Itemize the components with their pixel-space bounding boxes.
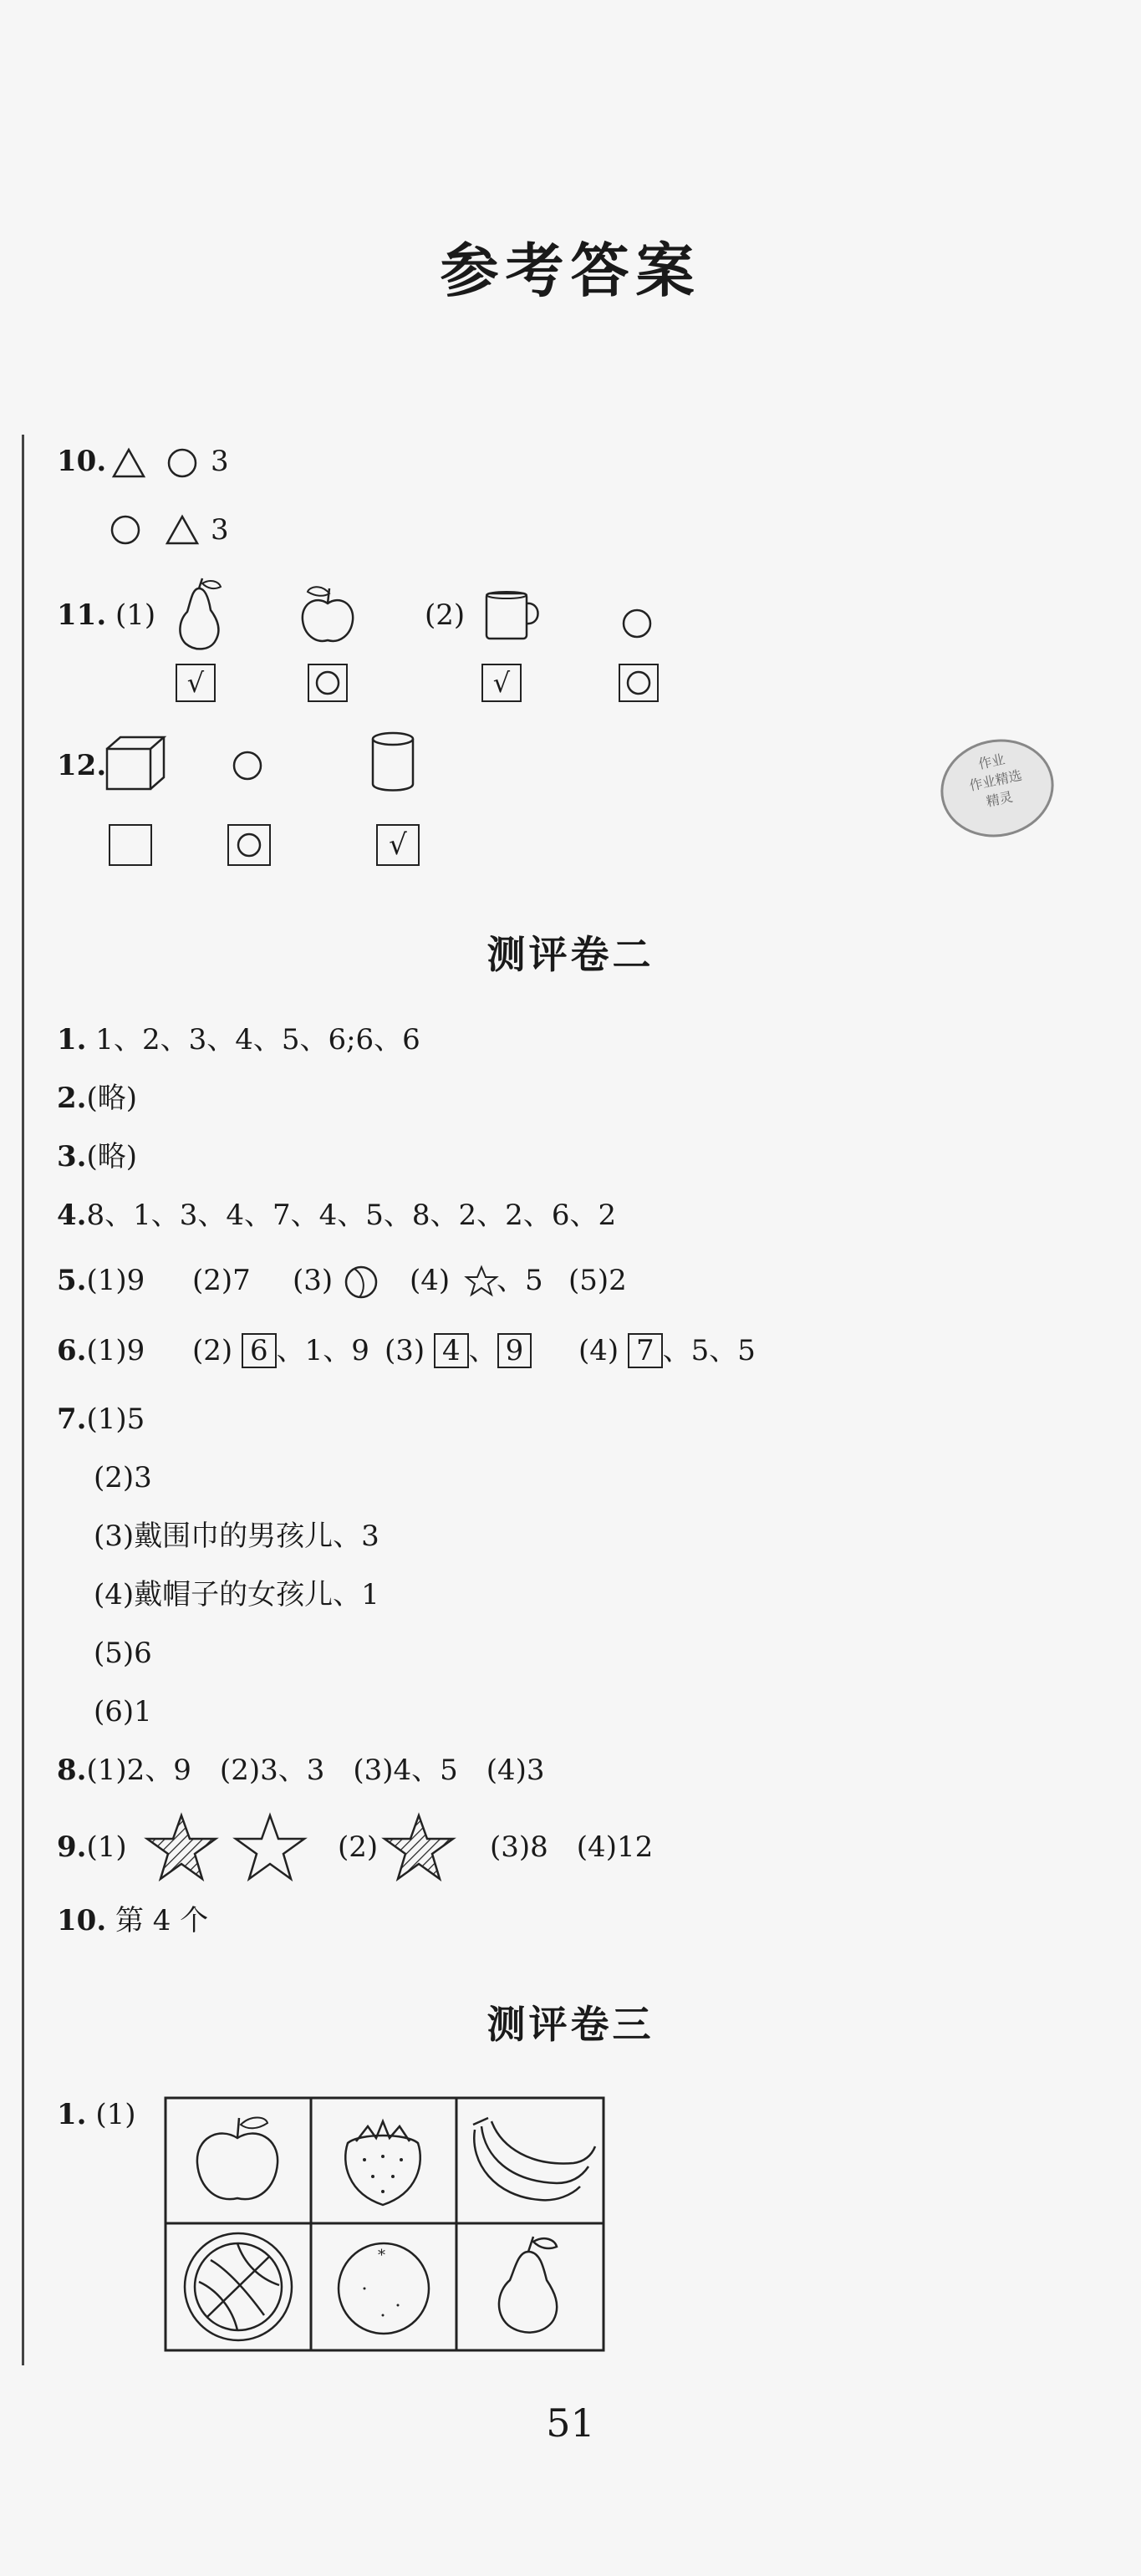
- answer-item: [57, 1401, 145, 1438]
- item-number: 9.: [57, 1830, 87, 1864]
- check-box: √: [376, 824, 420, 866]
- q10-number: 10.: [57, 445, 107, 478]
- circle-box: [227, 824, 271, 866]
- item-text: 、5: [497, 1264, 543, 1297]
- answer-item: [57, 1902, 208, 1939]
- stamp-text: 精灵: [985, 788, 1015, 810]
- item-text: (3)戴围巾的男孩儿、3: [94, 1520, 379, 1553]
- item-text: (3): [385, 1334, 425, 1367]
- circle-icon: [620, 607, 654, 640]
- item-text: (3): [293, 1264, 334, 1297]
- item-text: 、: [468, 1334, 497, 1367]
- q11-part2: (2): [425, 598, 466, 632]
- circle-icon: [231, 749, 264, 782]
- item-number: 1.: [57, 1023, 87, 1056]
- boxed-answer: 4: [434, 1333, 469, 1368]
- item-text: (1)9: [86, 1264, 145, 1297]
- pear-icon: [167, 577, 231, 652]
- page-title: 参考答案: [440, 236, 701, 305]
- answer-item: [57, 1080, 137, 1117]
- item-number: 8.: [57, 1754, 87, 1787]
- q10-row1: [57, 443, 106, 480]
- item-text: (6)1: [94, 1695, 152, 1728]
- item-text: 1、2、3、4、5、6;6、6: [86, 1023, 420, 1056]
- cylinder-icon: [369, 731, 416, 794]
- item-text: (略): [86, 1082, 138, 1115]
- pear-icon: [499, 2237, 557, 2333]
- circle-box: [308, 664, 348, 702]
- item-number: 5.: [57, 1264, 87, 1297]
- circle-icon: [625, 669, 652, 696]
- apple-icon: [197, 2118, 278, 2200]
- item-text: 第 4 个: [115, 1904, 209, 1937]
- svg-text:*: *: [378, 2247, 385, 2264]
- q12-row: [57, 747, 106, 784]
- page-number: 51: [546, 2400, 595, 2446]
- q11-number: 11.: [57, 598, 107, 632]
- item-text: (1): [95, 2098, 136, 2131]
- cube-icon: [104, 734, 167, 792]
- strawberry-icon: [345, 2121, 420, 2205]
- item-text: (1)9: [86, 1334, 145, 1367]
- check-box: √: [481, 664, 522, 702]
- item-text: (4): [578, 1334, 619, 1367]
- circle-icon: [166, 446, 199, 480]
- triangle-icon: [110, 446, 147, 480]
- answer-item: [57, 2096, 135, 2133]
- star-outline-icon: [465, 1265, 498, 1297]
- item-number: 10.: [57, 1904, 107, 1937]
- item-text: (5)2: [568, 1264, 627, 1297]
- mug-icon: [483, 590, 550, 642]
- answer-item: [57, 1197, 616, 1234]
- item-text: (2): [192, 1334, 233, 1367]
- answer-item: [57, 1829, 127, 1866]
- publisher-stamp: [931, 729, 1062, 848]
- circle-icon: [236, 832, 262, 858]
- circle-icon: [314, 669, 341, 696]
- ball-icon: [343, 1264, 379, 1301]
- item-text: (略): [86, 1140, 138, 1173]
- item-text: 、1、9: [276, 1334, 369, 1367]
- item-text: (1): [86, 1830, 127, 1864]
- banana-icon: [473, 2118, 595, 2200]
- star-striped-icon: [381, 1812, 456, 1882]
- item-text-group: [578, 1332, 756, 1369]
- margin-rule: [22, 435, 24, 2365]
- q12-number: 12.: [57, 749, 107, 782]
- item-text: (3)8 (4)12: [490, 1830, 654, 1864]
- item-text: 、5、5: [662, 1334, 756, 1367]
- answer-item: [57, 1262, 145, 1299]
- item-text: (5)6: [94, 1637, 152, 1670]
- item-number: 7.: [57, 1403, 87, 1436]
- circle-icon: [109, 513, 142, 547]
- triangle-icon: [164, 513, 201, 547]
- answer-item: [57, 1752, 545, 1789]
- stamp-text: 作业精选: [967, 766, 1024, 794]
- item-number: 1.: [57, 2098, 87, 2131]
- item-number: 4.: [57, 1199, 87, 1232]
- answer-item: [57, 1021, 420, 1058]
- item-text: (4): [410, 1264, 451, 1297]
- section-title: 测评卷三: [486, 2002, 655, 2047]
- circle-box: [619, 664, 659, 702]
- item-number: 3.: [57, 1140, 87, 1173]
- fruit-grid: [164, 2096, 605, 2352]
- boxed-answer: 7: [628, 1333, 663, 1368]
- basketball-icon: [185, 2233, 292, 2340]
- item-text: (4)戴帽子的女孩儿、1: [94, 1578, 379, 1611]
- item-text: 8、1、3、4、7、4、5、8、2、2、6、2: [86, 1199, 617, 1232]
- boxed-answer: 9: [497, 1333, 532, 1368]
- orange-icon: [339, 2243, 429, 2334]
- check-box: √: [176, 664, 216, 702]
- answer-item: [57, 1332, 145, 1369]
- answer-item: [57, 1138, 137, 1175]
- item-text: (1)2、9 (2)3、3 (3)4、5 (4)3: [86, 1754, 545, 1787]
- item-text-group: [385, 1332, 532, 1369]
- stamp-text: 作业: [976, 751, 1006, 772]
- q10-row1-count: 3: [211, 445, 229, 478]
- item-number: 2.: [57, 1082, 87, 1115]
- boxed-answer: 6: [242, 1333, 277, 1368]
- item-text: (2): [338, 1830, 379, 1864]
- q11-row: [57, 597, 155, 634]
- item-text: (2)7: [192, 1264, 251, 1297]
- star-striped-icon: [144, 1812, 219, 1882]
- section-title: 测评卷二: [486, 932, 655, 977]
- item-text: (2)3: [94, 1461, 152, 1494]
- star-outline-icon: [232, 1812, 308, 1882]
- empty-box: [109, 824, 152, 866]
- item-text-group: [192, 1332, 369, 1369]
- apple-icon: [294, 580, 361, 647]
- q10-row2-count: 3: [211, 513, 229, 547]
- item-number: 6.: [57, 1334, 87, 1367]
- q11-part1: (1): [115, 598, 156, 632]
- item-text: (1)5: [86, 1403, 145, 1436]
